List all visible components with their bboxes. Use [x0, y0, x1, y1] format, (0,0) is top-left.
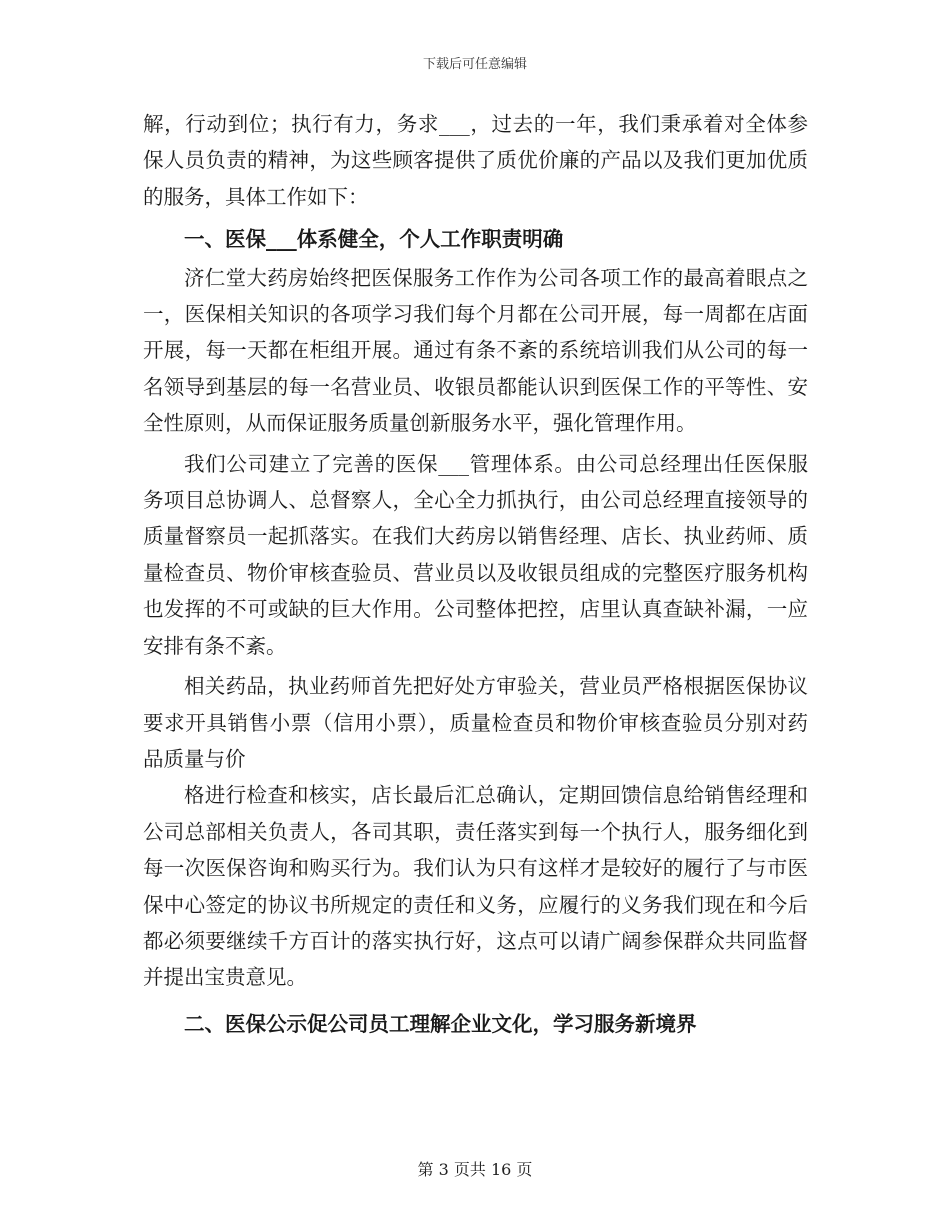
paragraph-1: 济仁堂大药房始终把医保服务工作作为公司各项工作的最高着眼点之一，医保相关知识的各项学习我们每个月都在公司开展，每一周都在店面开展，每一天都在柜组开展。通过有条不紊的系统培训我们从公司的每一名领导到基层的每一名营业员、收银员都能认识到医保工作的平等性、安全性原则，从而保证服务质量创新服务水平，强化管理作用。 [143, 265, 808, 436]
paragraph-3: 相关药品，执业药师首先把好处方审验关，营业员严格根据医保协议要求开具销售小票（信用小票），质量检查员和物价审核查验员分别对药品质量与价 [143, 674, 808, 771]
paragraph-intro: 解，行动到位；执行有力，务求___，过去的一年，我们秉承着对全体参保人员负责的精神，为这些顾客提供了质优价廉的产品以及我们更加优质的服务，具体工作如下： [143, 112, 808, 209]
document-body [143, 106, 808, 1042]
paragraph-2: 我们公司建立了完善的医保___管理体系。由公司总经理出任医保服务项目总协调人、总督察人，全心全力抓执行，由公司总经理直接领导的质量督察员一起抓落实。在我们大药房以销售经理、店长、执业药师、质量检查员、物价审核查验员、营业员以及收银员组成的完整医疗服务机构也发挥的不可或缺的巨大作用。公司整体把控，店里认真查缺补漏，一应安排有条不紊。 [143, 451, 808, 658]
page-footer: 第 3 页共 16 页 [417, 1160, 533, 1179]
section-heading-1: 一、医保___体系健全，个人工作职责明确 [184, 227, 564, 252]
page-header: 下载后可任意编辑 [422, 57, 527, 72]
paragraph-4: 格进行检查和核实，店长最后汇总确认，定期回馈信息给销售经理和公司总部相关负责人，各司其职，责任落实到每一个执行人，服务细化到每一次医保咨询和购买行为。我们认为只有这样才是较好的履行了与市医保中心签定的协议书所规定的责任和义务，应履行的义务我们现在和今后都必须要继续千方百计的落实执行好，这点可以请广阔参保群众共同监督并提出宝贵意见。 [143, 783, 808, 990]
section-heading-2: 二、医保公示促公司员工理解企业文化，学习服务新境界 [184, 1011, 697, 1036]
